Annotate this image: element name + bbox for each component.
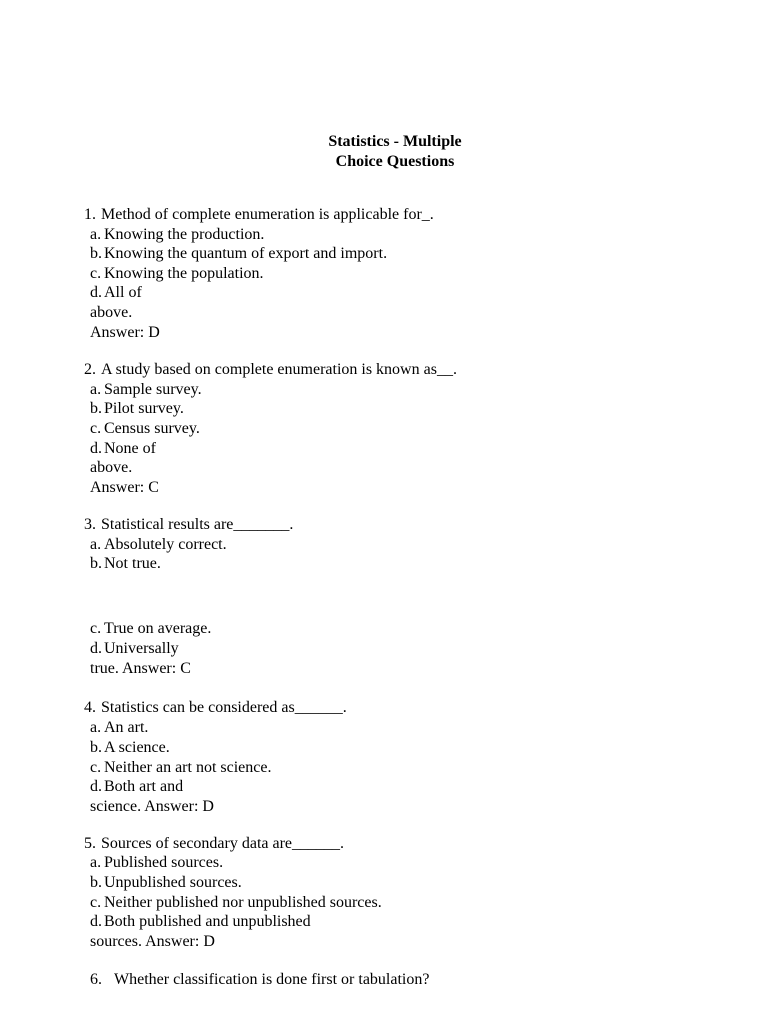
option-letter: d. — [90, 284, 102, 301]
question-number: 6. — [90, 971, 102, 988]
option-letter: d. — [90, 913, 102, 930]
option-c — [90, 758, 271, 778]
option-letter: b. — [90, 555, 102, 572]
option-text: All of — [104, 284, 142, 301]
option-text: Sample survey. — [104, 381, 202, 398]
option-continuation: above. — [90, 304, 133, 321]
option-letter: b. — [90, 400, 102, 417]
option-letter: a. — [90, 854, 102, 871]
option-letter: a. — [90, 226, 102, 243]
option-letter: b. — [90, 874, 102, 891]
option-text: Unpublished sources. — [104, 874, 242, 891]
option-letter: c. — [90, 265, 102, 282]
option-letter: c. — [90, 894, 102, 911]
option-letter: b. — [90, 739, 102, 756]
option-b — [90, 738, 170, 758]
option-text: Knowing the production. — [104, 226, 265, 243]
option-b — [90, 554, 161, 574]
option-text: Both published and unpublished — [104, 913, 311, 930]
question-text: Statistical results are_______. — [101, 516, 294, 533]
question-3 — [84, 515, 293, 535]
option-d — [90, 283, 142, 303]
question-2 — [84, 360, 457, 380]
question-number: 5. — [84, 835, 96, 852]
question-number: 3. — [84, 516, 96, 533]
option-text: Knowing the quantum of export and import. — [104, 245, 388, 262]
option-letter: a. — [90, 381, 102, 398]
question-text: Whether classification is done first or tabulation? — [114, 971, 430, 988]
option-continuation-answer: true. Answer: C — [90, 660, 191, 677]
option-b — [90, 244, 387, 264]
page-title — [0, 132, 768, 171]
option-a — [90, 853, 223, 873]
option-letter: c. — [90, 759, 102, 776]
option-letter: b. — [90, 245, 102, 262]
option-d — [90, 777, 183, 797]
option-b — [90, 873, 242, 893]
option-text: Universally — [104, 640, 179, 657]
option-text: None of — [104, 440, 156, 457]
option-text: Census survey. — [104, 420, 200, 437]
option-c — [90, 264, 264, 284]
option-continuation: above. — [90, 459, 133, 476]
question-text: Sources of secondary data are______. — [101, 835, 345, 852]
option-c — [90, 619, 211, 639]
answer: Answer: D — [90, 324, 160, 341]
question-text: A study based on complete enumeration is known as__. — [101, 361, 457, 378]
option-text: Knowing the population. — [104, 265, 264, 282]
question-text: Statistics can be considered as______. — [101, 699, 347, 716]
option-text: Absolutely correct. — [104, 536, 227, 553]
option-letter: d. — [90, 778, 102, 795]
question-number: 2. — [84, 361, 96, 378]
option-b — [90, 399, 184, 419]
option-letter: d. — [90, 440, 102, 457]
option-letter: a. — [90, 536, 102, 553]
option-d — [90, 439, 156, 459]
option-letter: c. — [90, 420, 102, 437]
option-text: Pilot survey. — [104, 400, 184, 417]
option-letter: c. — [90, 620, 102, 637]
title-line-2: Choice Questions — [335, 152, 455, 170]
option-a — [90, 380, 202, 400]
option-c — [90, 893, 382, 913]
question-5 — [84, 834, 344, 854]
option-continuation-answer: science. Answer: D — [90, 798, 214, 815]
option-text: Neither an art not science. — [104, 759, 272, 776]
option-text: Published sources. — [104, 854, 224, 871]
option-d — [90, 912, 311, 932]
option-text: Not true. — [104, 555, 161, 572]
option-c — [90, 419, 200, 439]
option-a — [90, 718, 148, 738]
option-text: An art. — [104, 719, 149, 736]
option-letter: a. — [90, 719, 102, 736]
option-text: Neither published nor unpublished sources. — [104, 894, 382, 911]
option-letter: d. — [90, 640, 102, 657]
option-continuation-answer: sources. Answer: D — [90, 933, 215, 950]
option-text: Both art and — [104, 778, 184, 795]
question-1 — [84, 205, 434, 225]
question-number: 4. — [84, 699, 96, 716]
option-a — [90, 535, 227, 555]
answer: Answer: C — [90, 479, 159, 496]
option-text: A science. — [104, 739, 170, 756]
option-d — [90, 639, 179, 659]
question-number: 1. — [84, 206, 96, 223]
title-line-1: Statistics - Multiple — [328, 133, 462, 150]
question-text: Method of complete enumeration is applicable for_. — [101, 206, 434, 223]
option-text: True on average. — [104, 620, 212, 637]
question-6 — [90, 970, 429, 990]
option-a — [90, 225, 264, 245]
question-4 — [84, 698, 347, 718]
